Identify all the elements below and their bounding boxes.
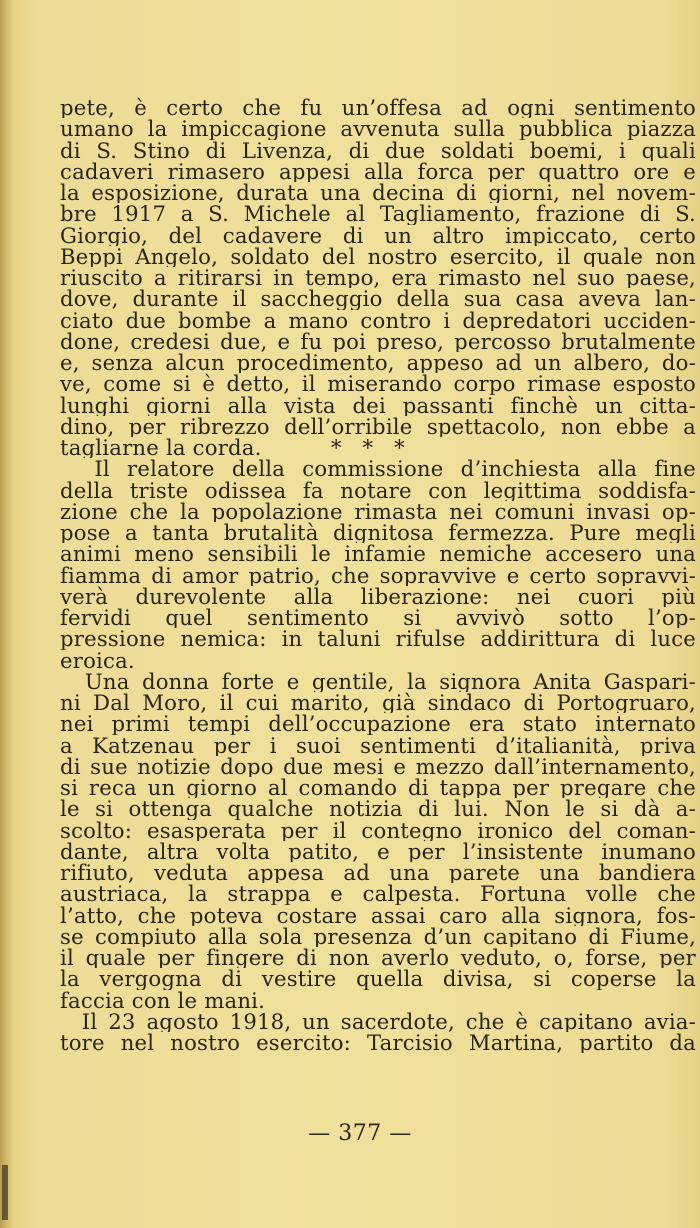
page-number: — 377 — (308, 1121, 412, 1146)
paragraph-start-line: Il 23 agosto 1918, un sacerdote, che è capitano avia- (60, 1010, 696, 1032)
text-line: se compiuto alla sola presenza d’un capitano di Fiume, (60, 925, 696, 947)
text-line: animi meno sensibili le infamie nemiche accesero una (60, 543, 696, 565)
text-line: l’atto, che poteva costare assai caro alla signora, fos- (60, 904, 696, 926)
paragraph-start-line: Una donna forte e gentile, la signora Anita Gaspari- (60, 670, 696, 692)
text-line: ciato due bombe a mano contro i depredatori ucciden- (60, 309, 696, 331)
text-line: umano la impiccagione avvenuta sulla pubblica piazza (60, 118, 696, 140)
text-line: si reca un giorno al comando di tappa per pregare che (60, 777, 696, 799)
text-line: Giorgio, del cadavere di un altro impiccato, certo (60, 224, 696, 246)
text-line: fiamma di amor patrio, che sopravvive e certo sopravvi- (60, 564, 696, 586)
text-line: bre 1917 a S. Michele al Tagliamento, frazione di S. (60, 203, 696, 225)
text-line: della triste odissea fa notare con legittima soddisfa- (60, 479, 696, 501)
text-line: lunghi giorni alla vista dei passanti finchè un citta- (60, 394, 696, 416)
text-line: ve, come si è detto, il miserando corpo rimase esposto (60, 373, 696, 395)
text-line: ni Dal Moro, il cui marito, già sindaco di Portogruaro, (60, 692, 696, 714)
text-line: le si ottenga qualche notizia di lui. Non le si dà a- (60, 798, 696, 820)
text-line: done, credesi due, e fu poi preso, percosso brutalmente (60, 330, 696, 352)
text-line: tore nel nostro esercito: Tarcisio Martina, partito da (60, 1032, 696, 1054)
text-line: zione che la popolazione rimasta nei comuni invasi op- (60, 500, 696, 522)
text-line-section-end: tagliarne la corda. * * * (60, 437, 405, 459)
paragraph-start-line: Il relatore della commissione d’inchiesta alla fine (60, 458, 696, 480)
text-line: e, senza alcun procedimento, appeso ad un albero, do- (60, 352, 696, 374)
text-line: la vergogna di vestire quella divisa, si coperse la (60, 968, 696, 990)
binding-mark (2, 1165, 8, 1220)
text-line: austriaca, la strappa e calpesta. Fortuna volle che (60, 883, 696, 905)
text-line: di S. Stino di Livenza, di due soldati boemi, i quali (60, 139, 696, 161)
body-text (60, 97, 696, 1053)
text-line: dante, altra volta patito, e per l’insistente inumano (60, 840, 696, 862)
text-line: dino, per ribrezzo dell’orribile spettacolo, non ebbe a (60, 415, 696, 437)
text-line: la esposizione, durata una decina di giorni, nel novem- (60, 182, 696, 204)
text-line: scolto: esasperata per il contegno ironico del coman- (60, 819, 696, 841)
text-line: Beppi Angelo, soldato del nostro esercito, il quale non (60, 245, 696, 267)
page-binding-edge (0, 0, 14, 1228)
text-line: verà durevolente alla liberazione: nei cuori più (60, 585, 696, 607)
text-line: pose a tanta brutalità dignitosa fermezza. Pure megli (60, 522, 696, 544)
text-line: pressione nemica: in taluni rifulse addirittura di luce (60, 628, 696, 650)
text-line: di sue notizie dopo due mesi e mezzo dall’internamento, (60, 755, 696, 777)
text-line: pete, è certo che fu un’offesa ad ogni sentimento (60, 97, 696, 119)
text-line: riuscito a ritirarsi in tempo, era rimasto nel suo paese, (60, 267, 696, 289)
paragraph-end-line: eroica. (60, 649, 135, 671)
text-line: rifiuto, veduta appesa ad una parete una bandiera (60, 862, 696, 884)
paragraph-end-line: faccia con le mani. (60, 989, 266, 1011)
text-line: nei primi tempi dell’occupazione era stato internato (60, 713, 696, 735)
text-line: il quale per fingere di non averlo veduto, o, forse, per (60, 947, 696, 969)
text-line: a Katzenau per i suoi sentimenti d’italianità, priva (60, 734, 696, 756)
text-line: dove, durante il saccheggio della sua casa aveva lan- (60, 288, 696, 310)
text-line: fervidi quel sentimento si avvivò sotto l’op- (60, 607, 696, 629)
text-line: cadaveri rimasero appesi alla forca per quattro ore e (60, 160, 696, 182)
